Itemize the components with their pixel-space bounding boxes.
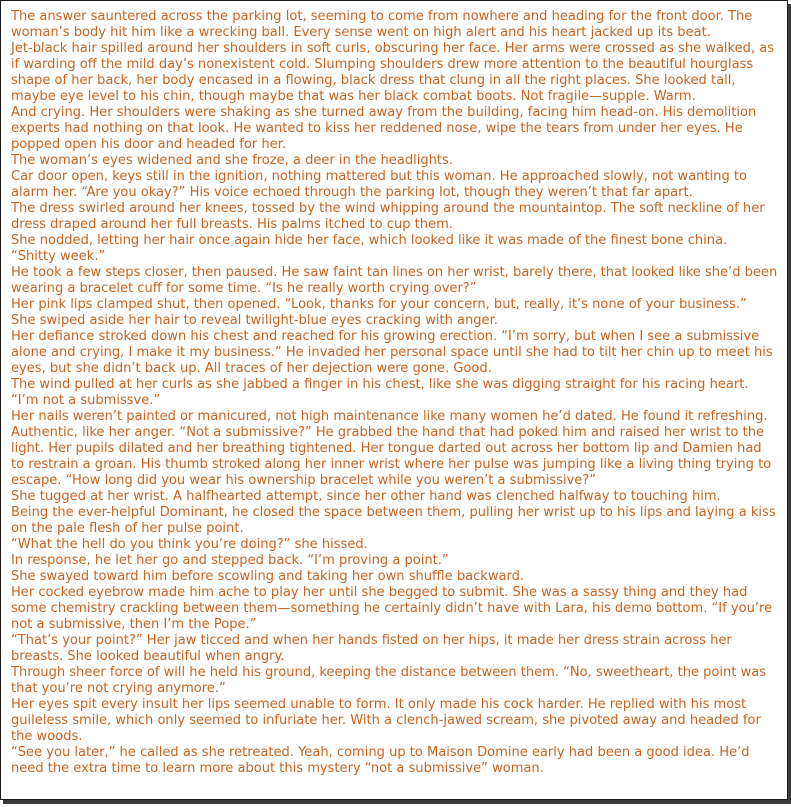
- paragraph: Being the ever-helpful Dominant, he closed the space between them, pulling her wrist up to his lips and laying a kiss on the pale flesh of her pulse point.: [11, 505, 776, 536]
- paragraph: Her cocked eyebrow made him ache to play her until she begged to submit. She was a sassy thing and they had some chemistry crackling between them—something he certainly didn’t have with Lara, his demo bottom. “If you’re not a submissive, then I’m the Pope.”: [11, 585, 773, 632]
- paragraph: She swayed toward him before scowling and taking her own shuffle backward.: [11, 569, 525, 584]
- paragraph: Through sheer force of will he held his ground, keeping the distance between them. “No, sweetheart, the point was that you’re not crying anymore.”: [11, 665, 767, 696]
- paragraph: He took a few steps closer, then paused. He saw faint tan lines on her wrist, barely there, that looked like she’d been wearing a bracelet cuff for some time. “Is he really worth crying over?”: [11, 265, 778, 296]
- paragraph: The wind pulled at her curls as she jabbed a finger in his chest, like she was digging straight for his racing heart.: [11, 377, 749, 392]
- paragraph: She nodded, letting her hair once again hide her face, which looked like it was made of the finest bone china.: [11, 233, 728, 248]
- paragraph: Her nails weren’t painted or manicured, not high maintenance like many women he’d dated. He found it refreshing. Authentic, like her anger. “Not a submissive?” He grabbed the hand that had poked him and raised her wrist to the light. Her pupils dilated and her breathing tightened. Her tongue darted out across her bottom lip and Damien had to restrain a groan. His thumb stroked along her inner wrist where her pulse was jumping like a living thing trying to escape. “How long did you wear his ownership bracelet while you weren’t a submissive?”: [11, 409, 772, 488]
- paragraph: She tugged at her wrist. A halfhearted attempt, since her other hand was clenched halfway to touching him.: [11, 489, 721, 504]
- paragraph: Her pink lips clamped shut, then opened. “Look, thanks for your concern, but, really, it’s none of your business.”: [11, 297, 747, 312]
- paragraph: The dress swirled around her knees, tossed by the wind whipping around the mountaintop. The soft neckline of her dress draped around her full breasts. His palms itched to cup them.: [11, 201, 765, 232]
- paragraph: Car door open, keys still in the ignition, nothing mattered but this woman. He approached slowly, not wanting to alarm her. “Are you okay?” His voice echoed through the parking lot, though they weren’t that far apart.: [11, 169, 747, 200]
- paragraph: “Shitty week.”: [11, 249, 106, 264]
- paragraph: “That’s your point?” Her jaw ticced and when her hands fisted on her hips, it made her dress strain across her breasts. She looked beautiful when angry.: [11, 633, 732, 664]
- paragraph: “See you later,” he called as she retreated. Yeah, coming up to Maison Domine early had been a good idea. He’d need the extra time to learn more about this mystery “not a submissive” woman.: [11, 745, 750, 776]
- paragraph: In response, he let her go and stepped back. “I’m proving a point.”: [11, 553, 449, 568]
- paragraph: She swiped aside her hair to reveal twilight-blue eyes cracking with anger.: [11, 313, 498, 328]
- paragraph: Jet-black hair spilled around her shoulders in soft curls, obscuring her face. Her arms were crossed as she walked, as if warding off the mild day’s nonexistent cold. Slumping shoulders drew more attention to the beautiful hourglass shape of her back, her body encased in a flowing, black dress that clung in all the right places. She looked tall, maybe eye level to his chin, though maybe that was her black combat boots. Not fragile—supple. Warm.: [11, 41, 775, 104]
- paragraph: And crying. Her shoulders were shaking as she turned away from the building, facing him head-on. His demolition experts had nothing on that look. He wanted to kiss her reddened nose, wipe the tears from under her eyes. He popped open his door and headed for her.: [11, 105, 757, 152]
- paragraph: “I’m not a submissve.”: [11, 393, 161, 408]
- paragraph: Her defiance stroked down his chest and reached for his growing erection. “I’m sorry, but when I see a submissive alone and crying, I make it my business.” He invaded her personal space until she had to tilt her chin up to meet his eyes, but she didn’t back up. All traces of her dejection were gone. Good.: [11, 329, 773, 376]
- paragraph: “What the hell do you think you’re doing?” she hissed.: [11, 537, 368, 552]
- paragraph: Her eyes spit every insult her lips seemed unable to form. It only made his cock harder. He replied with his most guileless smile, which only seemed to infuriate her. With a clench-jawed scream, she pivoted away and headed for the woods.: [11, 697, 761, 744]
- paragraph: The answer sauntered across the parking lot, seeming to come from nowhere and heading for the front door. The woman’s body hit him like a wrecking ball. Every sense went on high alert and his heart jacked up its beat.: [11, 9, 753, 40]
- paragraph: The woman’s eyes widened and she froze, a deer in the headlights.: [11, 153, 453, 168]
